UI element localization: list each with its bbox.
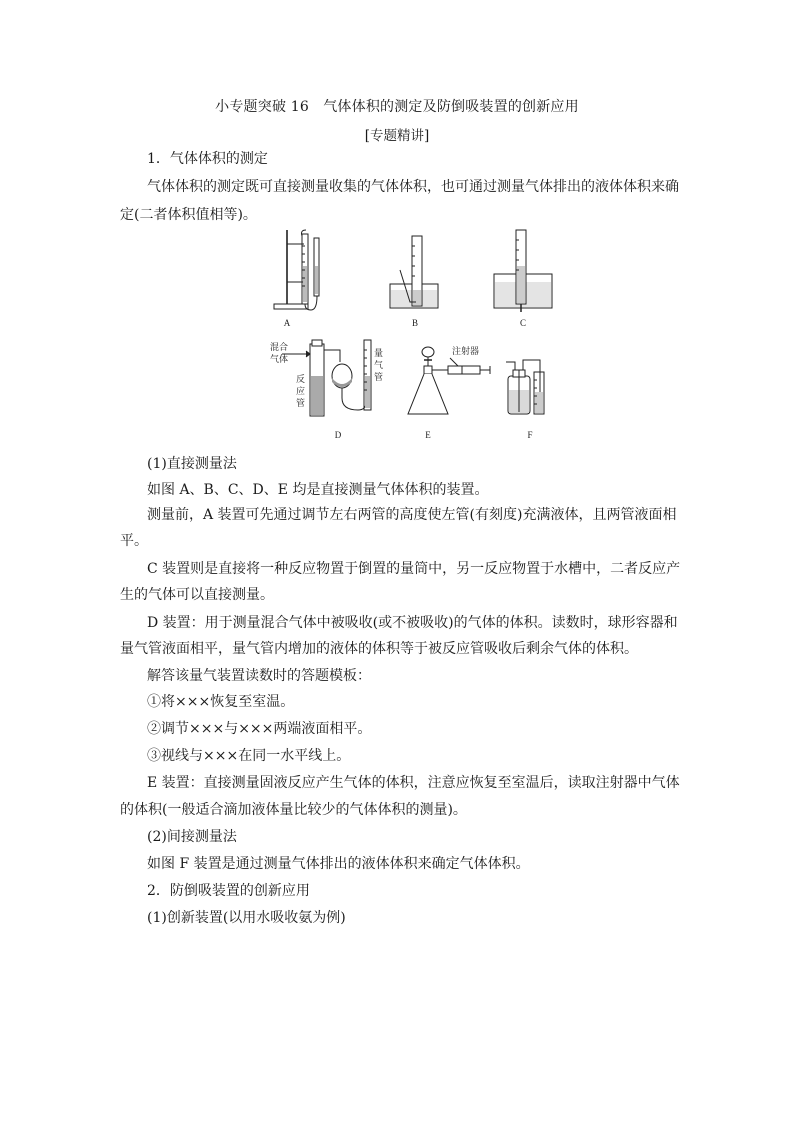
label-mixed-gas: 混合 气体	[270, 342, 289, 364]
section-tag: [专题精讲]	[364, 128, 430, 144]
heading-gas-volume: 1．气体体积的测定	[147, 151, 268, 167]
heading-direct-method: (1)直接测量法	[147, 456, 237, 472]
paragraph-direct-4-line2: 量气管液面相平，量气管内增加的液体的体积等于被反应管吸收后剩余气体的体积。	[120, 641, 638, 657]
paragraph-direct-1: 如图 A、B、C、D、E 均是直接测量气体体积的装置。	[147, 482, 489, 498]
paragraph-e-line1: E 装置：直接测量固液反应产生气体的体积，注意应恢复至室温后，读取注射器中气体	[147, 775, 680, 791]
apparatus-a	[274, 230, 319, 328]
subheading-innovative-device: (1)创新装置(以用水吸收氨为例)	[147, 910, 346, 926]
apparatus-e	[408, 345, 490, 440]
label-b: B	[411, 318, 419, 328]
apparatus-figure	[262, 226, 556, 446]
answer-template-item-3: ③视线与×××在同一水平线上。	[147, 748, 351, 764]
paragraph-direct-4-line1: D 装置：用于测量混合气体中被吸收(或不被吸收)的气体的体积。读数时，球形容器和	[147, 615, 678, 631]
apparatus-c	[494, 230, 552, 328]
label-gas-burette: 量 气 管	[374, 348, 384, 382]
label-f: F	[527, 430, 533, 440]
paragraph-e-line2: 的体积(一般适合滴加液体量比较少的气体体积的测量)。	[120, 802, 467, 818]
label-c: C	[519, 318, 527, 328]
apparatus-b	[390, 236, 438, 328]
answer-template-item-2: ②调节×××与×××两端液面相平。	[147, 721, 372, 737]
label-e: E	[425, 430, 431, 440]
paragraph-direct-2-line2: 平。	[120, 533, 148, 549]
paragraph-intro-line2: 定(二者体积值相等)。	[120, 207, 257, 223]
paragraph-intro-line1: 气体体积的测定既可直接测量收集的气体体积，也可通过测量气体排出的液体体积来确	[147, 179, 679, 195]
apparatus-f	[506, 360, 544, 440]
heading-indirect-method: (2)间接测量法	[147, 829, 237, 845]
paragraph-direct-3-line1: C 装置则是直接将一种反应物置于倒置的量筒中，另一反应物置于水槽中，二者反应产	[147, 561, 681, 577]
apparatus-d	[270, 340, 385, 440]
label-syringe: 注射器	[452, 346, 480, 356]
paragraph-direct-2-line1: 测量前，A 装置可先通过调节左右两管的高度使左管(有刻度)充满液体，且两管液面相	[147, 507, 677, 523]
label-reaction-tube: 反 应 管	[296, 374, 306, 408]
paragraph-indirect-1: 如图 F 装置是通过测量气体排出的液体体积来确定气体体积。	[147, 856, 530, 872]
label-a: A	[283, 318, 291, 328]
answer-template-heading: 解答该量气装置读数时的答题模板：	[147, 668, 371, 684]
paragraph-direct-3-line2: 生的气体可以直接测量。	[120, 587, 274, 603]
answer-template-item-1: ①将×××恢复至室温。	[147, 694, 295, 710]
page-title: 小专题突破 16 气体体积的测定及防倒吸装置的创新应用	[215, 99, 579, 115]
heading-anti-suckback: 2．防倒吸装置的创新应用	[147, 883, 310, 899]
label-d: D	[334, 430, 342, 440]
